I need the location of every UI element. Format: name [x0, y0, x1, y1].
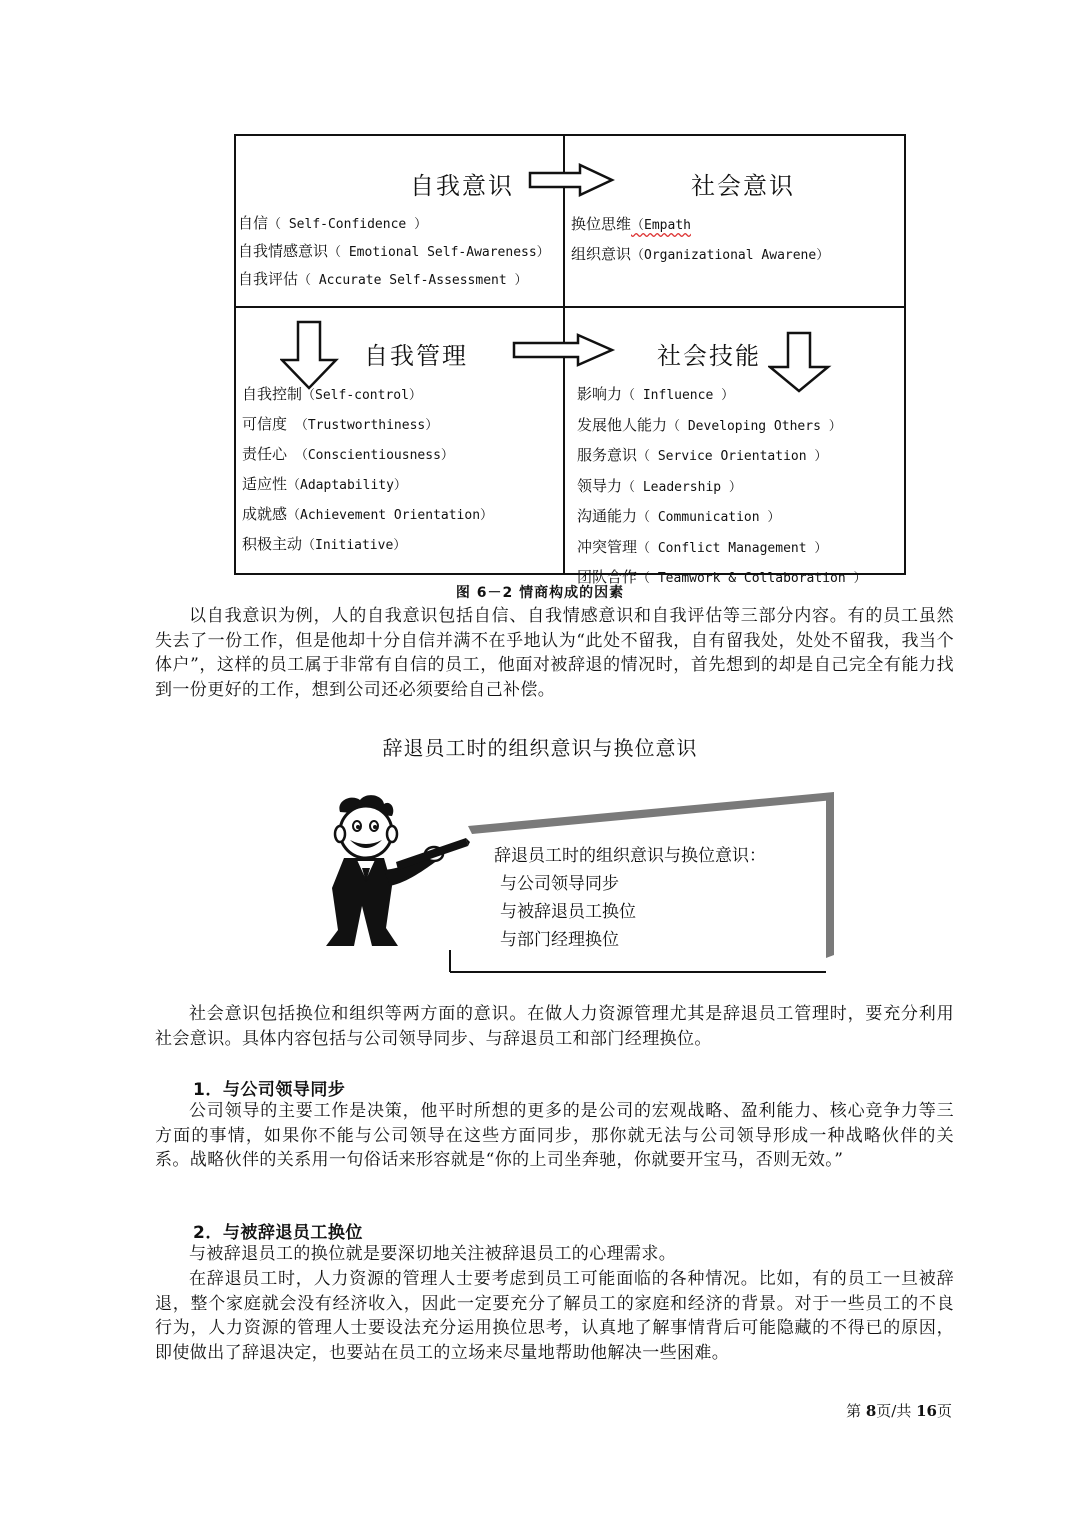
list-item: 团队合作（ Teamwork & Collaboration ） [577, 568, 867, 586]
board-content [494, 842, 766, 954]
arrow-right-icon [528, 163, 616, 197]
list-item: 发展他人能力（ Developing Others ） [577, 415, 842, 434]
arrow-down-icon [768, 331, 832, 395]
list-item: 换位思维（Empath [571, 215, 691, 233]
quadrant-social-awareness [565, 136, 904, 306]
list-item: 自信（ Self-Confidence ） [238, 214, 428, 232]
list-item: 冲突管理（ Conflict Management ） [577, 537, 828, 556]
list-item: 与被辞退员工换位 [500, 902, 636, 922]
list-item: 积极主动（Initiative） [242, 535, 407, 553]
list-item: 与公司领导同步 [500, 874, 619, 894]
paragraph: 与被辞退员工的换位就是要深切地关注被辞退员工的心理需求。 [189, 1244, 677, 1264]
paragraph: 在辞退员工时，人力资源的管理人士要考虑到员工可能面临的各种情况。比如，有的员工一旦被辞退，整个家庭就会没有经济收入，因此一定要充分了解员工的家庭和经济的背景。对于一些员工的不良行为，人力资源的管理人士要设法充分运用换位思考，认真地了解事情背后可能隐藏的不得已的原因，即使做出了辞退决定，也要站在员工的立场来尽量地帮助他解决一些困难。 [155, 1269, 954, 1363]
quadrant-title: 自我意识 [410, 172, 514, 200]
quadrant-items [577, 380, 867, 594]
eq-components-diagram [234, 134, 906, 586]
list-item: 成就感（Achievement Orientation） [242, 505, 494, 523]
board-title: 辞退员工时的组织意识与换位意识： [494, 846, 766, 866]
section-title: 辞退员工时的组织意识与换位意识 [382, 736, 698, 760]
paragraph: 公司领导的主要工作是决策，他平时所想的更多的是公司的宏观战略、盈利能力、核心竞争力等三方面的事情，如果你不能与公司领导在这些方面同步，那你就无法与公司领导形成一种战略伙伴的关系。战略伙伴的关系用一句俗话来形容就是“你的上司坐奔驰，你就要开宝马，否则无效。” [155, 1101, 954, 1170]
list-item: 自我评估（ Accurate Self-Assessment ） [238, 270, 528, 288]
quadrant-items [238, 210, 550, 294]
list-item: 与部门经理换位 [500, 930, 619, 950]
quadrant-title: 社会技能 [657, 342, 761, 370]
list-item: 沟通能力（ Communication ） [577, 507, 781, 525]
list-item: 可信度 （Trustworthiness） [242, 415, 439, 433]
list-item: 组织意识（Organizational Awarene） [571, 245, 830, 263]
list-item: 服务意识（ Service Orientation ） [577, 446, 828, 464]
list-item: 影响力（ Influence ） [577, 385, 735, 403]
quadrant-items [242, 380, 493, 560]
list-item: 自我控制（Self-control） [242, 385, 422, 403]
subsection-heading: 2．与被辞退员工换位 [193, 1223, 363, 1243]
paragraph: 以自我意识为例，人的自我意识包括自信、自我情感意识和自我评估等三部分内容。有的员工虽然失去了一份工作，但是他却十分自信并满不在乎地认为“此处不留我，自有留我处，处处不留我，我当个体户”，这样的员工属于非常有自信的员工，他面对被辞退的情况时，首先想到的却是自己完全有能力找到一份更好的工作，想到公司还必须要给自己补偿。 [155, 606, 954, 700]
list-item: 适应性（Adaptability） [242, 475, 407, 493]
list-item: 领导力（ Leadership ） [577, 476, 742, 495]
paragraph: 社会意识包括换位和组织等两方面的意识。在做人力资源管理尤其是辞退员工管理时，要充分利用社会意识。具体内容包括与公司领导同步、与辞退员工和部门经理换位。 [155, 1004, 954, 1049]
quadrant-items [571, 210, 829, 270]
arrow-right-icon [512, 333, 616, 367]
subsection-heading: 1．与公司领导同步 [193, 1080, 346, 1100]
figure-caption: 图 6－2 情商构成的因素 [455, 585, 625, 601]
quadrant-title: 社会意识 [691, 172, 795, 200]
arrow-down-icon [280, 320, 340, 392]
quadrant-title: 自我管理 [364, 342, 468, 370]
cartoon-presenter-icon [300, 790, 470, 950]
page-number: 第 8页/共 16页 [846, 1402, 952, 1420]
list-item: 责任心 （Conscientiousness） [242, 445, 454, 463]
quadrant-self-awareness [236, 136, 563, 306]
list-item: 自我情感意识（ Emotional Self-Awareness） [238, 242, 550, 260]
